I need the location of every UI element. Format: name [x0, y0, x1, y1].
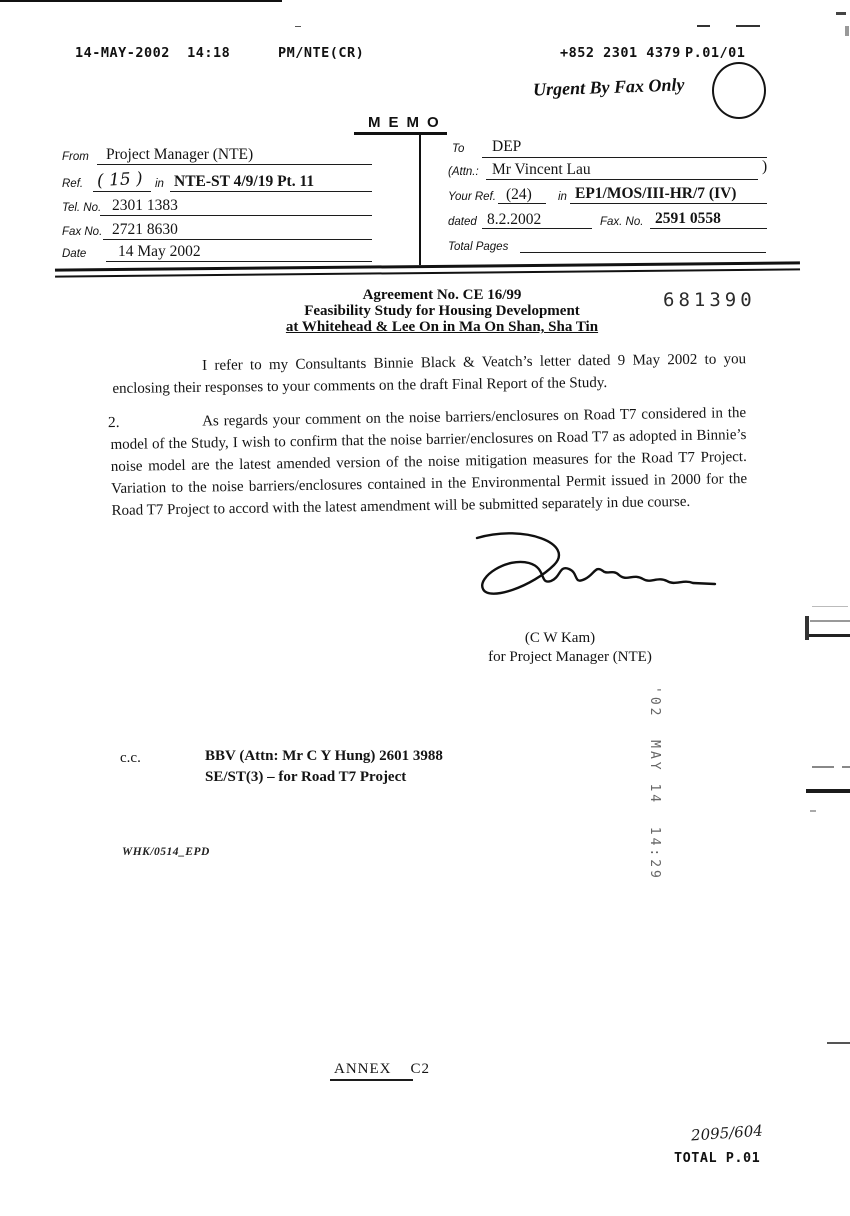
body-paragraph-2: As regards your comment on the noise barriers/enclosures on Road T7 considered in the model of the Study, I wish to confirm that the noise barrier/enclosures on Road T7 as adopted in Binnie’s noise model are the latest amended version of the noise mitigation measures for the Road T7 Project. Variation to the noise barriers/enclosures contained in the Environmental Permit issued in 2000 for the Road T7 Project to accord with the latest amendment will be submitted separately in due course.: [110, 405, 748, 519]
fax-header-remote-number: +852 2301 4379: [560, 45, 681, 61]
subject-line-1: Agreement No. CE 16/99: [362, 287, 522, 303]
tel-label: Tel. No.: [62, 202, 102, 214]
cc-line-2: SE/ST(3) – for Road T7 Project: [205, 769, 407, 785]
fax-underline: [103, 239, 372, 240]
from-label: From: [62, 151, 89, 163]
scan-artifact: [697, 25, 710, 27]
memo-header-divider: [55, 261, 800, 277]
subject-line-3: at Whitehead & Lee On in Ma On Shan, Sha Tin: [285, 319, 599, 335]
scan-artifact: [836, 12, 846, 15]
handwritten-page-ref: 2095/604: [690, 1121, 764, 1145]
annex-underline: [330, 1079, 413, 1081]
subject-line-2: Feasibility Study for Housing Development: [304, 303, 580, 319]
date-value: 14 May 2002: [118, 243, 201, 260]
memo-vertical-divider: [419, 134, 421, 265]
fax-footer-total: TOTAL P.01: [674, 1150, 761, 1166]
circle-chop-stamp: [712, 62, 766, 119]
scan-artifact: [812, 606, 848, 607]
your-ref-number: (24): [506, 186, 532, 203]
scan-artifact: [807, 634, 850, 637]
ref-label: Ref.: [62, 178, 84, 190]
tel-value: 2301 1383: [112, 197, 178, 214]
scan-artifact: [810, 620, 850, 622]
cc-line-1: BBV (Attn: Mr C Y Hung) 2601 3988: [205, 748, 443, 764]
from-value: Project Manager (NTE): [106, 146, 254, 163]
date-label: Date: [62, 248, 87, 260]
body-paragraph-1: I refer to my Consultants Binnie Black & Veatch’s letter dated 9 May 2002 to you enclosing their responses to your comments on the draft Final Report of the Study.: [112, 351, 747, 397]
memo-title-underline: [354, 132, 447, 135]
signatory-title: for Project Manager (NTE): [488, 649, 652, 665]
ref-file-underline: [170, 191, 372, 192]
your-ref-file: EP1/MOS/III-HR/7 (IV): [575, 185, 737, 202]
your-ref-in-label: in: [558, 191, 567, 203]
from-underline: [97, 164, 372, 165]
attn-label: (Attn.:: [448, 166, 479, 178]
memo-title: MEMO: [368, 114, 447, 131]
paragraph-2-number: 2.: [107, 413, 120, 432]
fax-label: Fax No.: [62, 226, 103, 238]
scan-artifact: [845, 26, 849, 36]
received-date-stamp: '02 MAY 14 14:29: [647, 686, 662, 881]
to-underline: [482, 157, 767, 158]
scan-artifact: [827, 1042, 850, 1044]
scan-artifact: [810, 810, 816, 812]
urgent-by-fax-stamp: Urgent By Fax Only: [532, 74, 685, 100]
fax-header-sender-id: PM/NTE(CR): [278, 45, 365, 61]
your-ref-label: Your Ref.: [448, 191, 496, 203]
to-value: DEP: [492, 138, 522, 155]
total-pages-label: Total Pages: [448, 241, 509, 253]
tel-underline: [100, 215, 372, 216]
ref-in-label: in: [155, 178, 164, 190]
fax-header-page-indicator: P.01/01: [685, 45, 746, 61]
scan-artifact: [295, 26, 301, 27]
fax-no-value: 2591 0558: [655, 210, 721, 227]
ref-number-underline: [93, 191, 151, 192]
signatory-name: (C W Kam): [524, 630, 596, 646]
scan-artifact: [736, 25, 760, 27]
attn-value: Mr Vincent Lau: [492, 161, 591, 178]
fax-value: 2721 8630: [112, 221, 178, 238]
ref-number-handwritten: ( 15 ): [96, 168, 144, 192]
to-label: To: [452, 143, 465, 155]
file-reference: WHK/0514_EPD: [122, 846, 210, 858]
fax-no-underline: [650, 228, 767, 229]
scan-artifact: [805, 616, 809, 640]
document-number-stamp: 681390: [663, 289, 756, 311]
scan-artifact: [842, 766, 850, 768]
attn-underline: [486, 179, 758, 180]
total-pages-underline: [520, 252, 766, 253]
scan-artifact: [0, 0, 282, 2]
your-ref-file-underline: [570, 203, 767, 204]
scan-artifact: [812, 766, 834, 768]
cc-label: c.c.: [120, 750, 141, 766]
your-ref-number-underline: [498, 203, 546, 204]
fax-no-label: Fax. No.: [600, 216, 644, 228]
attn-close-paren: ): [762, 158, 768, 175]
date-underline: [106, 261, 372, 262]
handwritten-signature: [455, 528, 725, 606]
fax-header-datetime: 14-MAY-2002 14:18: [75, 45, 231, 61]
dated-underline: [482, 228, 592, 229]
scan-artifact: [806, 789, 850, 793]
dated-label: dated: [448, 216, 477, 228]
annex-label: ANNEX C2: [334, 1061, 430, 1077]
dated-value: 8.2.2002: [487, 211, 542, 228]
ref-file-value: NTE-ST 4/9/19 Pt. 11: [174, 173, 315, 190]
